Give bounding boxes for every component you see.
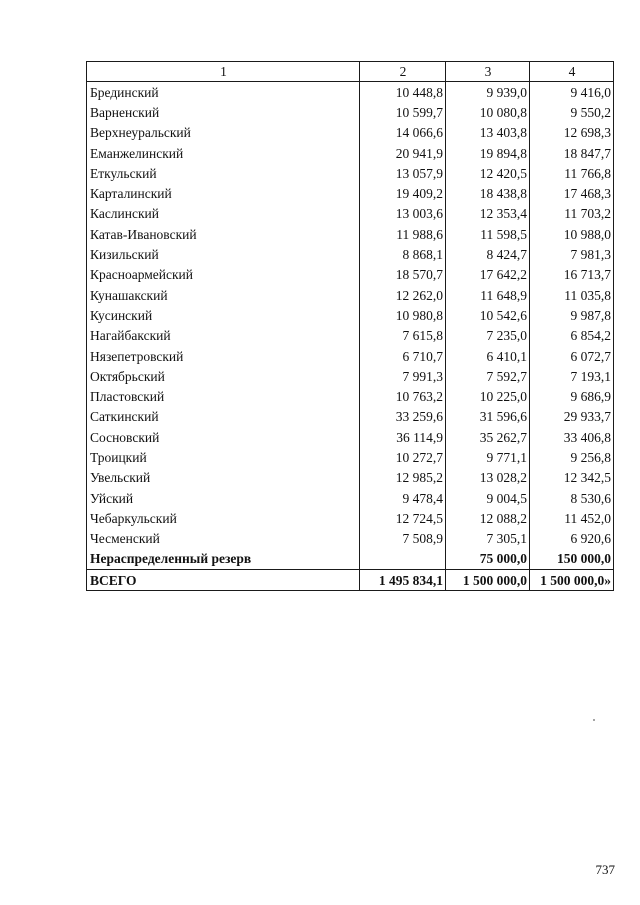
value-cell-col-4: 6 920,6 <box>530 529 614 549</box>
value-cell-col-4: 9 256,8 <box>530 447 614 467</box>
scan-speck <box>593 719 595 721</box>
value-cell-col-3: 12 353,4 <box>446 204 530 224</box>
value-cell-col-4: 11 452,0 <box>530 508 614 528</box>
value-cell-col-4: 9 686,9 <box>530 386 614 406</box>
district-name-cell: Кусинский <box>87 305 360 325</box>
table-row <box>87 163 614 183</box>
value-cell-col-4: 9 416,0 <box>530 82 614 103</box>
table-row <box>87 366 614 386</box>
district-name-cell: Каслинский <box>87 204 360 224</box>
header-col-2: 2 <box>360 62 446 82</box>
header-row <box>87 62 614 82</box>
value-cell-col-4: 33 406,8 <box>530 427 614 447</box>
value-cell-col-3: 7 305,1 <box>446 529 530 549</box>
value-cell-col-2: 1 495 834,1 <box>360 570 446 591</box>
value-cell-col-4: 8 530,6 <box>530 488 614 508</box>
value-cell-col-2: 10 763,2 <box>360 386 446 406</box>
value-cell-col-3: 11 648,9 <box>446 285 530 305</box>
table-row <box>87 407 614 427</box>
table-row <box>87 285 614 305</box>
value-cell-col-4: 11 703,2 <box>530 204 614 224</box>
value-cell-col-2: 13 057,9 <box>360 163 446 183</box>
value-cell-col-3: 17 642,2 <box>446 265 530 285</box>
district-name-cell: Чесменский <box>87 529 360 549</box>
value-cell-col-4: 10 988,0 <box>530 224 614 244</box>
value-cell-col-4: 6 072,7 <box>530 346 614 366</box>
value-cell-col-2: 12 262,0 <box>360 285 446 305</box>
district-name-cell: Брединский <box>87 82 360 103</box>
table-row <box>87 183 614 203</box>
table-row <box>87 204 614 224</box>
page-number: 737 <box>595 862 615 877</box>
district-name-cell: Нераспределенный резерв <box>87 549 360 570</box>
table-row <box>87 488 614 508</box>
value-cell-col-2: 14 066,6 <box>360 123 446 143</box>
value-cell-col-2: 36 114,9 <box>360 427 446 447</box>
table-row <box>87 265 614 285</box>
district-name-cell: Нязепетровский <box>87 346 360 366</box>
value-cell-col-4: 18 847,7 <box>530 143 614 163</box>
value-cell-col-3: 12 088,2 <box>446 508 530 528</box>
value-cell-col-4: 12 342,5 <box>530 468 614 488</box>
value-cell-col-2 <box>360 549 446 570</box>
district-name-cell: Сосновский <box>87 427 360 447</box>
value-cell-col-4: 16 713,7 <box>530 265 614 285</box>
value-cell-col-3: 7 235,0 <box>446 326 530 346</box>
value-cell-col-4: 6 854,2 <box>530 326 614 346</box>
table-row <box>87 386 614 406</box>
district-name-cell: Чебаркульский <box>87 508 360 528</box>
table-row <box>87 305 614 325</box>
table-row <box>87 143 614 163</box>
table-row <box>87 244 614 264</box>
header-col-4: 4 <box>530 62 614 82</box>
value-cell-col-3: 6 410,1 <box>446 346 530 366</box>
reserve-row <box>87 549 614 570</box>
district-name-cell: Нагайбакский <box>87 326 360 346</box>
district-name-cell: Увельский <box>87 468 360 488</box>
value-cell-col-2: 10 599,7 <box>360 102 446 122</box>
value-cell-col-3: 10 080,8 <box>446 102 530 122</box>
value-cell-col-4: 11 035,8 <box>530 285 614 305</box>
value-cell-col-4: 1 500 000,0» <box>530 570 614 591</box>
value-cell-col-2: 7 508,9 <box>360 529 446 549</box>
table-row <box>87 468 614 488</box>
value-cell-col-2: 33 259,6 <box>360 407 446 427</box>
table-row <box>87 508 614 528</box>
value-cell-col-4: 7 193,1 <box>530 366 614 386</box>
value-cell-col-2: 7 615,8 <box>360 326 446 346</box>
value-cell-col-2: 20 941,9 <box>360 143 446 163</box>
district-name-cell: Уйский <box>87 488 360 508</box>
table-row <box>87 447 614 467</box>
value-cell-col-2: 9 478,4 <box>360 488 446 508</box>
value-cell-col-3: 12 420,5 <box>446 163 530 183</box>
table-row <box>87 326 614 346</box>
district-name-cell: ВСЕГО <box>87 570 360 591</box>
value-cell-col-4: 7 981,3 <box>530 244 614 264</box>
table-row <box>87 123 614 143</box>
value-cell-col-2: 11 988,6 <box>360 224 446 244</box>
table-row <box>87 346 614 366</box>
value-cell-col-3: 35 262,7 <box>446 427 530 447</box>
district-name-cell: Красноармейский <box>87 265 360 285</box>
value-cell-col-3: 31 596,6 <box>446 407 530 427</box>
table-row <box>87 102 614 122</box>
value-cell-col-2: 10 272,7 <box>360 447 446 467</box>
table-row <box>87 529 614 549</box>
value-cell-col-3: 11 598,5 <box>446 224 530 244</box>
value-cell-col-2: 8 868,1 <box>360 244 446 264</box>
value-cell-col-2: 12 724,5 <box>360 508 446 528</box>
table-body <box>87 82 614 591</box>
value-cell-col-3: 7 592,7 <box>446 366 530 386</box>
table-row <box>87 82 614 103</box>
district-name-cell: Кунашакский <box>87 285 360 305</box>
district-name-cell: Варненский <box>87 102 360 122</box>
value-cell-col-3: 8 424,7 <box>446 244 530 264</box>
district-name-cell: Октябрьский <box>87 366 360 386</box>
value-cell-col-4: 17 468,3 <box>530 183 614 203</box>
value-cell-col-2: 12 985,2 <box>360 468 446 488</box>
value-cell-col-3: 9 939,0 <box>446 82 530 103</box>
value-cell-col-4: 150 000,0 <box>530 549 614 570</box>
header-col-1: 1 <box>87 62 360 82</box>
table-row <box>87 224 614 244</box>
value-cell-col-3: 13 028,2 <box>446 468 530 488</box>
value-cell-col-3: 1 500 000,0 <box>446 570 530 591</box>
budget-table <box>86 61 614 591</box>
value-cell-col-4: 11 766,8 <box>530 163 614 183</box>
district-name-cell: Карталинский <box>87 183 360 203</box>
value-cell-col-2: 19 409,2 <box>360 183 446 203</box>
value-cell-col-2: 6 710,7 <box>360 346 446 366</box>
header-col-3: 3 <box>446 62 530 82</box>
value-cell-col-4: 9 987,8 <box>530 305 614 325</box>
value-cell-col-4: 29 933,7 <box>530 407 614 427</box>
value-cell-col-3: 13 403,8 <box>446 123 530 143</box>
value-cell-col-3: 10 542,6 <box>446 305 530 325</box>
value-cell-col-2: 10 980,8 <box>360 305 446 325</box>
district-name-cell: Троицкий <box>87 447 360 467</box>
value-cell-col-2: 18 570,7 <box>360 265 446 285</box>
value-cell-col-3: 75 000,0 <box>446 549 530 570</box>
value-cell-col-4: 12 698,3 <box>530 123 614 143</box>
district-name-cell: Пластовский <box>87 386 360 406</box>
value-cell-col-2: 13 003,6 <box>360 204 446 224</box>
value-cell-col-3: 19 894,8 <box>446 143 530 163</box>
value-cell-col-2: 7 991,3 <box>360 366 446 386</box>
value-cell-col-4: 9 550,2 <box>530 102 614 122</box>
district-name-cell: Кизильский <box>87 244 360 264</box>
value-cell-col-3: 9 771,1 <box>446 447 530 467</box>
value-cell-col-3: 18 438,8 <box>446 183 530 203</box>
total-row <box>87 570 614 591</box>
value-cell-col-3: 10 225,0 <box>446 386 530 406</box>
table-row <box>87 427 614 447</box>
district-name-cell: Еткульский <box>87 163 360 183</box>
value-cell-col-2: 10 448,8 <box>360 82 446 103</box>
district-name-cell: Катав-Ивановский <box>87 224 360 244</box>
district-name-cell: Еманжелинский <box>87 143 360 163</box>
value-cell-col-3: 9 004,5 <box>446 488 530 508</box>
district-name-cell: Верхнеуральский <box>87 123 360 143</box>
district-name-cell: Саткинский <box>87 407 360 427</box>
